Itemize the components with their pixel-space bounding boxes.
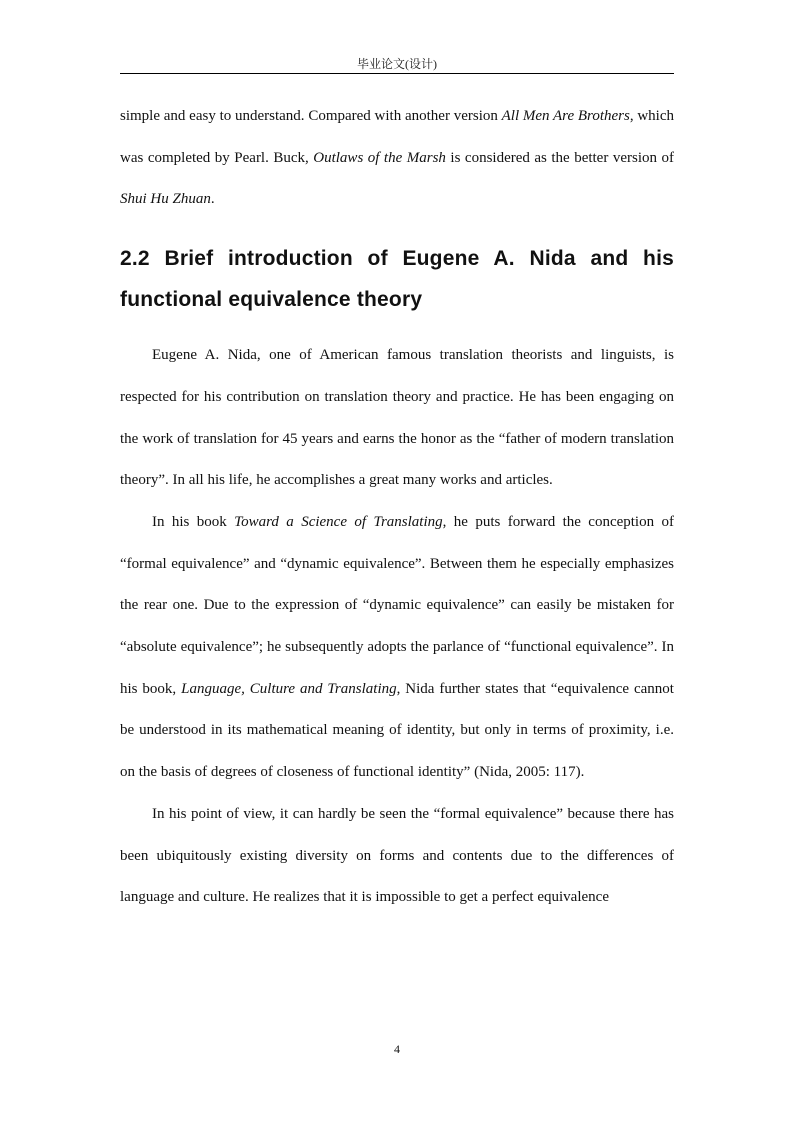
paragraph-text: is considered as the better version of [445,149,674,166]
section-heading: 2.2 Brief introduction of Eugene A. Nida and his functional equivalence theory [120,247,674,312]
italic-title: Outlaws of the Marsh [313,149,446,166]
page-body [120,96,674,919]
paragraph-continuation [120,96,674,221]
paragraph-text: . [210,191,215,208]
page-number: 4 [394,1042,400,1056]
paragraph-functional-equivalence [120,502,674,794]
paragraph-text: In his book [152,513,235,530]
paragraph-nida-intro: Eugene A. Nida, one of American famous translation theorists and linguists, is respected for his contribution on translation theory and practice. He has been engaging on the work of translation for 45 years and earns the honor as the “father of modern translation theory”. In all his life, he accomplishes a great many works and articles. [120,347,674,489]
italic-title: All Men Are Brothers [501,108,630,124]
italic-title: Shui Hu Zhuan [120,191,211,208]
paragraph-text: simple and easy to understand. Compared with another version [120,108,502,124]
paragraph-text: , he puts forward the conception of “formal equivalence” and “dynamic equivalence”. Between them he especially emphasizes the rear one. Due to the expression of “dynamic equivalence” can easily be mistaken for “absolute equivalence”; he subsequently adopts the parlance of “functional equivalence”. In his book, [120,513,674,697]
italic-title: Toward a Science of Translating [234,513,443,530]
paragraph-point-of-view: In his point of view, it can hardly be seen the “formal equivalence” because there has been ubiquitously existing diversity on forms and contents due to the differences of language and culture. He realizes that it is impossible to get a perfect equivalence [120,805,674,906]
page-header: 毕业论文(设计) [357,57,437,71]
paragraph-text: , Nida further states that “equivalence cannot be understood in its mathematical meaning of identity, but only in terms of proximity, i.e. on the basis of degrees of closeness of functional identity” (Nida, 2005: 117). [120,680,674,781]
header-rule [120,73,674,74]
paragraph-text: , which was completed by Pearl. Buck, [120,108,674,166]
italic-title: Language, Culture and Translating [181,680,397,697]
